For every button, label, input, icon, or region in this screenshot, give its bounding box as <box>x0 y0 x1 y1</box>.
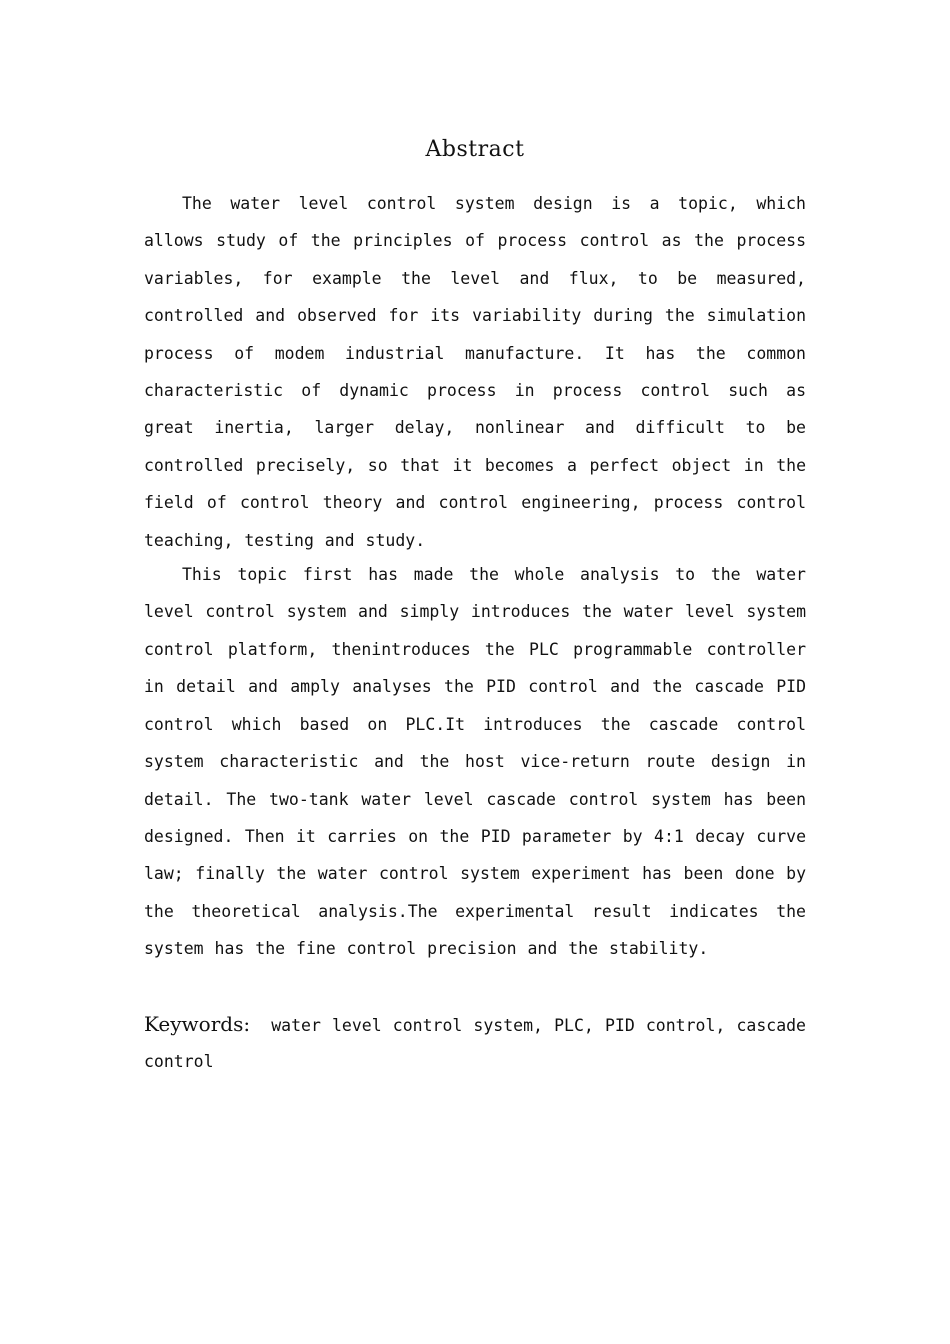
abstract-paragraph-1: The water level control system design is a topic, which allows study of the principles of process control as the process variables, for example the level and flux, to be measured, controlled and observed for its variability during the simulation process of modem industrial manufacture. It has the common characteristic of dynamic process in process control such as great inertia, larger delay, nonlinear and difficult to be controlled precisely, so that it becomes a perfect object in the field of control theory and control engineering, process control teaching, testing and study. <box>144 194 806 550</box>
keywords-label: Keywords: <box>144 1011 251 1036</box>
keywords-text: water level control system, PLC, PID control, cascade control <box>144 1015 806 1071</box>
page-title: Abstract <box>425 137 525 162</box>
keywords-line <box>144 1006 806 1080</box>
abstract-page <box>144 134 806 1080</box>
abstract-paragraph-2: This topic first has made the whole analysis to the water level control system and simply introduces the water level system control platform, thenintroduces the PLC programmable controller in detail and amply analyses the PID control and the cascade PID control which based on PLC.It introduces the cascade control system characteristic and the host vice-return route design in detail. The two-tank water level cascade control system has been designed. Then it carries on the PID parameter by 4:1 decay curve law; finally the water control system experiment has been done by the theoretical analysis.The experimental result indicates the system has the fine control precision and the stability. <box>144 565 806 959</box>
